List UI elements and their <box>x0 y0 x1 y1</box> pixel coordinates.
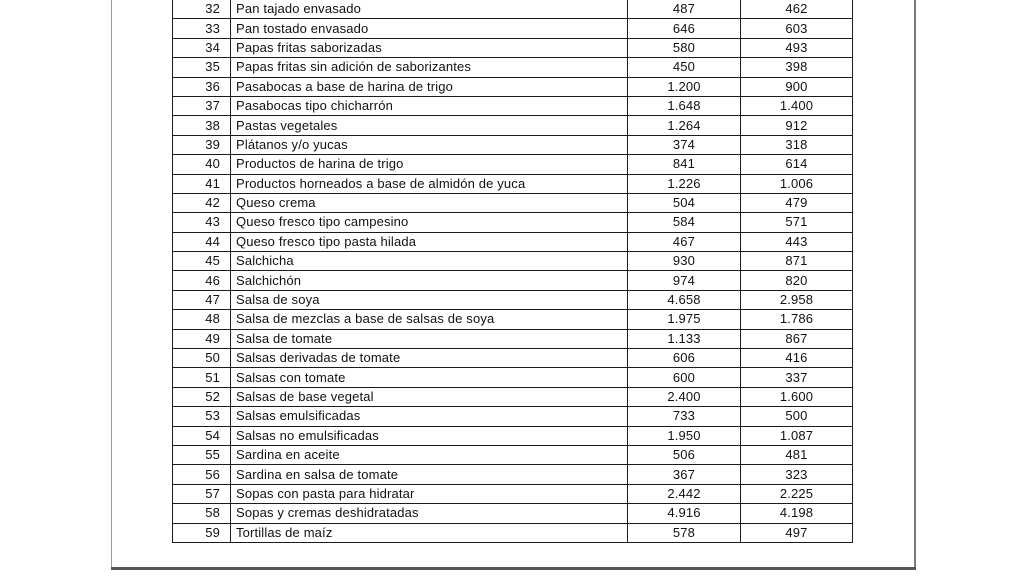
product-name-cell: Salsas emulsificadas <box>231 407 628 426</box>
value-2-cell: 398 <box>741 58 853 77</box>
product-name-cell: Productos horneados a base de almidón de yuca <box>231 174 628 193</box>
product-name-cell: Salsas no emulsificadas <box>231 426 628 445</box>
page-edge-bottom <box>111 567 916 570</box>
page-edge-left <box>111 0 112 568</box>
row-number-cell: 50 <box>173 349 231 368</box>
product-name-cell: Salchichón <box>231 271 628 290</box>
value-1-cell: 600 <box>628 368 741 387</box>
product-name-cell: Salsa de mezclas a base de salsas de soya <box>231 310 628 329</box>
value-2-cell: 497 <box>741 523 853 542</box>
value-2-cell: 1.006 <box>741 174 853 193</box>
page-edge-right <box>914 0 916 568</box>
table-body <box>173 0 853 542</box>
row-number-cell: 35 <box>173 58 231 77</box>
product-name-cell: Sardina en salsa de tomate <box>231 465 628 484</box>
value-2-cell: 462 <box>741 0 853 19</box>
value-2-cell: 493 <box>741 38 853 57</box>
value-1-cell: 584 <box>628 213 741 232</box>
row-number-cell: 59 <box>173 523 231 542</box>
table-row <box>173 426 853 445</box>
value-1-cell: 2.442 <box>628 484 741 503</box>
table-row <box>173 174 853 193</box>
row-number-cell: 41 <box>173 174 231 193</box>
product-name-cell: Sopas y cremas deshidratadas <box>231 504 628 523</box>
table-row <box>173 0 853 19</box>
product-name-cell: Pasabocas tipo chicharrón <box>231 96 628 115</box>
value-2-cell: 912 <box>741 116 853 135</box>
value-1-cell: 733 <box>628 407 741 426</box>
product-name-cell: Salsas derivadas de tomate <box>231 349 628 368</box>
row-number-cell: 36 <box>173 77 231 96</box>
product-name-cell: Queso fresco tipo campesino <box>231 213 628 232</box>
table-row <box>173 19 853 38</box>
row-number-cell: 39 <box>173 135 231 154</box>
table-row <box>173 135 853 154</box>
table-row <box>173 271 853 290</box>
row-number-cell: 46 <box>173 271 231 290</box>
value-2-cell: 2.958 <box>741 290 853 309</box>
nutrition-values-table <box>172 0 853 543</box>
value-2-cell: 481 <box>741 445 853 464</box>
product-name-cell: Salchicha <box>231 252 628 271</box>
value-1-cell: 1.264 <box>628 116 741 135</box>
value-1-cell: 606 <box>628 349 741 368</box>
table-row <box>173 349 853 368</box>
value-1-cell: 841 <box>628 155 741 174</box>
table-row <box>173 329 853 348</box>
row-number-cell: 57 <box>173 484 231 503</box>
value-1-cell: 367 <box>628 465 741 484</box>
value-1-cell: 374 <box>628 135 741 154</box>
value-2-cell: 871 <box>741 252 853 271</box>
table-row <box>173 77 853 96</box>
product-name-cell: Salsa de tomate <box>231 329 628 348</box>
value-2-cell: 479 <box>741 193 853 212</box>
product-name-cell: Salsa de soya <box>231 290 628 309</box>
value-2-cell: 867 <box>741 329 853 348</box>
value-1-cell: 1.975 <box>628 310 741 329</box>
value-1-cell: 646 <box>628 19 741 38</box>
table-row <box>173 310 853 329</box>
value-1-cell: 974 <box>628 271 741 290</box>
row-number-cell: 54 <box>173 426 231 445</box>
table-row <box>173 465 853 484</box>
value-2-cell: 416 <box>741 349 853 368</box>
product-name-cell: Plátanos y/o yucas <box>231 135 628 154</box>
value-1-cell: 487 <box>628 0 741 19</box>
product-name-cell: Pan tostado envasado <box>231 19 628 38</box>
row-number-cell: 58 <box>173 504 231 523</box>
row-number-cell: 53 <box>173 407 231 426</box>
row-number-cell: 55 <box>173 445 231 464</box>
value-2-cell: 900 <box>741 77 853 96</box>
product-name-cell: Queso fresco tipo pasta hilada <box>231 232 628 251</box>
table-row <box>173 523 853 542</box>
table-row <box>173 193 853 212</box>
value-2-cell: 603 <box>741 19 853 38</box>
value-2-cell: 1.087 <box>741 426 853 445</box>
table-row <box>173 213 853 232</box>
value-2-cell: 1.786 <box>741 310 853 329</box>
product-name-cell: Pan tajado envasado <box>231 0 628 19</box>
row-number-cell: 38 <box>173 116 231 135</box>
product-name-cell: Productos de harina de trigo <box>231 155 628 174</box>
product-name-cell: Papas fritas sin adición de saborizantes <box>231 58 628 77</box>
row-number-cell: 33 <box>173 19 231 38</box>
value-1-cell: 1.226 <box>628 174 741 193</box>
row-number-cell: 48 <box>173 310 231 329</box>
value-2-cell: 1.400 <box>741 96 853 115</box>
product-name-cell: Queso crema <box>231 193 628 212</box>
table-row <box>173 445 853 464</box>
table-row <box>173 252 853 271</box>
table-row <box>173 368 853 387</box>
value-1-cell: 1.950 <box>628 426 741 445</box>
table-row <box>173 290 853 309</box>
row-number-cell: 49 <box>173 329 231 348</box>
value-2-cell: 443 <box>741 232 853 251</box>
value-2-cell: 614 <box>741 155 853 174</box>
value-2-cell: 323 <box>741 465 853 484</box>
product-name-cell: Pasabocas a base de harina de trigo <box>231 77 628 96</box>
value-2-cell: 500 <box>741 407 853 426</box>
row-number-cell: 42 <box>173 193 231 212</box>
table-row <box>173 232 853 251</box>
value-1-cell: 1.648 <box>628 96 741 115</box>
product-name-cell: Salsas de base vegetal <box>231 387 628 406</box>
row-number-cell: 37 <box>173 96 231 115</box>
value-1-cell: 4.916 <box>628 504 741 523</box>
row-number-cell: 44 <box>173 232 231 251</box>
value-1-cell: 4.658 <box>628 290 741 309</box>
table-row <box>173 58 853 77</box>
row-number-cell: 34 <box>173 38 231 57</box>
value-1-cell: 1.133 <box>628 329 741 348</box>
table-row <box>173 155 853 174</box>
row-number-cell: 47 <box>173 290 231 309</box>
value-1-cell: 506 <box>628 445 741 464</box>
row-number-cell: 40 <box>173 155 231 174</box>
table-row <box>173 96 853 115</box>
value-1-cell: 930 <box>628 252 741 271</box>
row-number-cell: 52 <box>173 387 231 406</box>
value-1-cell: 504 <box>628 193 741 212</box>
table-row <box>173 387 853 406</box>
table-row <box>173 504 853 523</box>
row-number-cell: 56 <box>173 465 231 484</box>
table-row <box>173 38 853 57</box>
row-number-cell: 45 <box>173 252 231 271</box>
value-1-cell: 578 <box>628 523 741 542</box>
value-2-cell: 820 <box>741 271 853 290</box>
table-row <box>173 407 853 426</box>
product-name-cell: Papas fritas saborizadas <box>231 38 628 57</box>
product-name-cell: Sardina en aceite <box>231 445 628 464</box>
product-name-cell: Tortillas de maíz <box>231 523 628 542</box>
value-1-cell: 450 <box>628 58 741 77</box>
row-number-cell: 43 <box>173 213 231 232</box>
value-2-cell: 1.600 <box>741 387 853 406</box>
document-table-container <box>172 0 852 543</box>
value-2-cell: 571 <box>741 213 853 232</box>
value-1-cell: 2.400 <box>628 387 741 406</box>
row-number-cell: 51 <box>173 368 231 387</box>
row-number-cell: 32 <box>173 0 231 19</box>
product-name-cell: Salsas con tomate <box>231 368 628 387</box>
product-name-cell: Sopas con pasta para hidratar <box>231 484 628 503</box>
table-row <box>173 484 853 503</box>
value-1-cell: 1.200 <box>628 77 741 96</box>
value-2-cell: 4.198 <box>741 504 853 523</box>
value-1-cell: 467 <box>628 232 741 251</box>
value-1-cell: 580 <box>628 38 741 57</box>
value-2-cell: 337 <box>741 368 853 387</box>
product-name-cell: Pastas vegetales <box>231 116 628 135</box>
value-2-cell: 318 <box>741 135 853 154</box>
value-2-cell: 2.225 <box>741 484 853 503</box>
table-row <box>173 116 853 135</box>
